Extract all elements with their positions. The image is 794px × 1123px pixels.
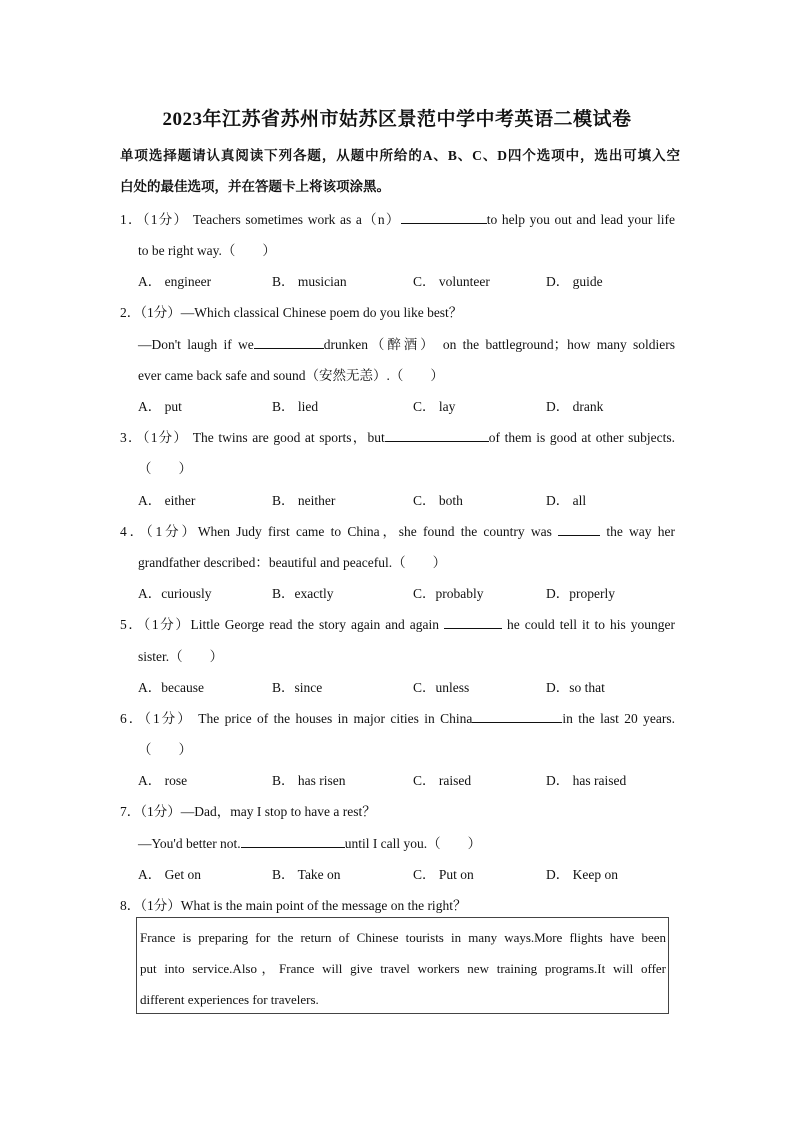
question-4-stem-cont: grandfather described：beautiful and peaceful.（ ） bbox=[138, 555, 447, 570]
option-c[interactable]: C． lay bbox=[413, 399, 456, 414]
option-c[interactable]: C．unless bbox=[413, 680, 470, 695]
answer-blank[interactable] bbox=[558, 523, 600, 536]
option-c[interactable]: C． both bbox=[413, 493, 463, 508]
option-d[interactable]: D． guide bbox=[546, 274, 603, 289]
option-b[interactable]: B． neither bbox=[272, 493, 336, 508]
option-d[interactable]: D． has raised bbox=[546, 773, 627, 788]
option-d[interactable]: D． drank bbox=[546, 399, 604, 414]
answer-blank[interactable] bbox=[472, 710, 562, 723]
question-2-stem-cont: —Don't laugh if we drunken（醉酒） on the battleground；how many soldiers bbox=[138, 337, 675, 352]
option-b[interactable]: B．exactly bbox=[272, 586, 334, 601]
question-5-stem: 5．（1分）Little George read the story again and again he could tell it to his younger bbox=[120, 617, 676, 632]
passage-line: different experiences for travelers. bbox=[140, 992, 319, 1007]
option-c[interactable]: C． raised bbox=[413, 773, 472, 788]
answer-blank[interactable] bbox=[444, 616, 502, 629]
passage-line: put into service.Also，France will give travel workers new training programs.It will offer bbox=[140, 961, 666, 976]
question-3-stem: 3．（1分） The twins are good at sports，but of them is good at other subjects. bbox=[120, 430, 675, 445]
question-6-stem: 6．（1分） The price of the houses in major cities in China in the last 20 years. bbox=[120, 711, 676, 726]
question-5-stem-cont: sister.（ ） bbox=[138, 649, 224, 664]
question-2-stem: 2．（1分）—Which classical Chinese poem do you like best？ bbox=[120, 305, 463, 320]
option-d[interactable]: D． Keep on bbox=[546, 867, 618, 882]
option-a[interactable]: A． engineer bbox=[138, 274, 212, 289]
option-c[interactable]: C． Put on bbox=[413, 867, 474, 882]
question-8-stem: 8．（1分）What is the main point of the message on the right？ bbox=[120, 898, 467, 913]
option-b[interactable]: B． lied bbox=[272, 399, 319, 414]
question-4-stem: 4．（1分）When Judy first came to China，she found the country was the way her bbox=[120, 524, 675, 539]
option-b[interactable]: B．since bbox=[272, 680, 323, 695]
answer-blank[interactable] bbox=[401, 211, 487, 224]
question-1-stem: 1．（1分） Teachers sometimes work as a（n） to help you out and lead your life bbox=[120, 212, 676, 227]
answer-blank[interactable] bbox=[254, 336, 324, 349]
option-d[interactable]: D．properly bbox=[546, 586, 615, 601]
option-a[interactable]: A． rose bbox=[138, 773, 188, 788]
option-a[interactable]: A．curiously bbox=[138, 586, 212, 601]
question-6-stem-cont: （ ） bbox=[138, 742, 192, 757]
option-a[interactable]: A． either bbox=[138, 493, 196, 508]
question-7-stem-cont: —You'd better not. until I call you.（ ） bbox=[138, 836, 482, 851]
passage-line: France is preparing for the return of Chinese tourists in many ways.More flights have been bbox=[140, 930, 666, 945]
option-a[interactable]: A． put bbox=[138, 399, 182, 414]
exam-title: 2023年江苏省苏州市姑苏区景范中学中考英语二模试卷 bbox=[162, 109, 632, 130]
option-a[interactable]: A．because bbox=[138, 680, 204, 695]
option-d[interactable]: D．so that bbox=[546, 680, 605, 695]
option-b[interactable]: B． Take on bbox=[272, 867, 341, 882]
question-3-stem-cont: （ ） bbox=[138, 461, 192, 476]
option-d[interactable]: D． all bbox=[546, 493, 587, 508]
answer-blank[interactable] bbox=[241, 835, 345, 848]
option-b[interactable]: B． has risen bbox=[272, 773, 346, 788]
option-b[interactable]: B． musician bbox=[272, 274, 347, 289]
instructions-line-2: 白处的最佳选项，并在答题卡上将该项涂黑。 bbox=[120, 179, 390, 194]
question-7-stem: 7．（1分）—Dad，may I stop to have a rest？ bbox=[120, 804, 376, 819]
message-passage-box bbox=[136, 917, 669, 1014]
instructions-line-1: 单项选择题请认真阅读下列各题，从题中所给的A、B、C、D四个选项中，选出可填入空 bbox=[120, 148, 680, 163]
option-c[interactable]: C． volunteer bbox=[413, 274, 490, 289]
option-a[interactable]: A． Get on bbox=[138, 867, 201, 882]
answer-blank[interactable] bbox=[385, 429, 489, 442]
question-1-stem-cont: to be right way.（ ） bbox=[138, 243, 276, 258]
option-c[interactable]: C．probably bbox=[413, 586, 484, 601]
question-2-stem-cont-2: ever came back safe and sound（安然无恙）.（ ） bbox=[138, 368, 444, 383]
